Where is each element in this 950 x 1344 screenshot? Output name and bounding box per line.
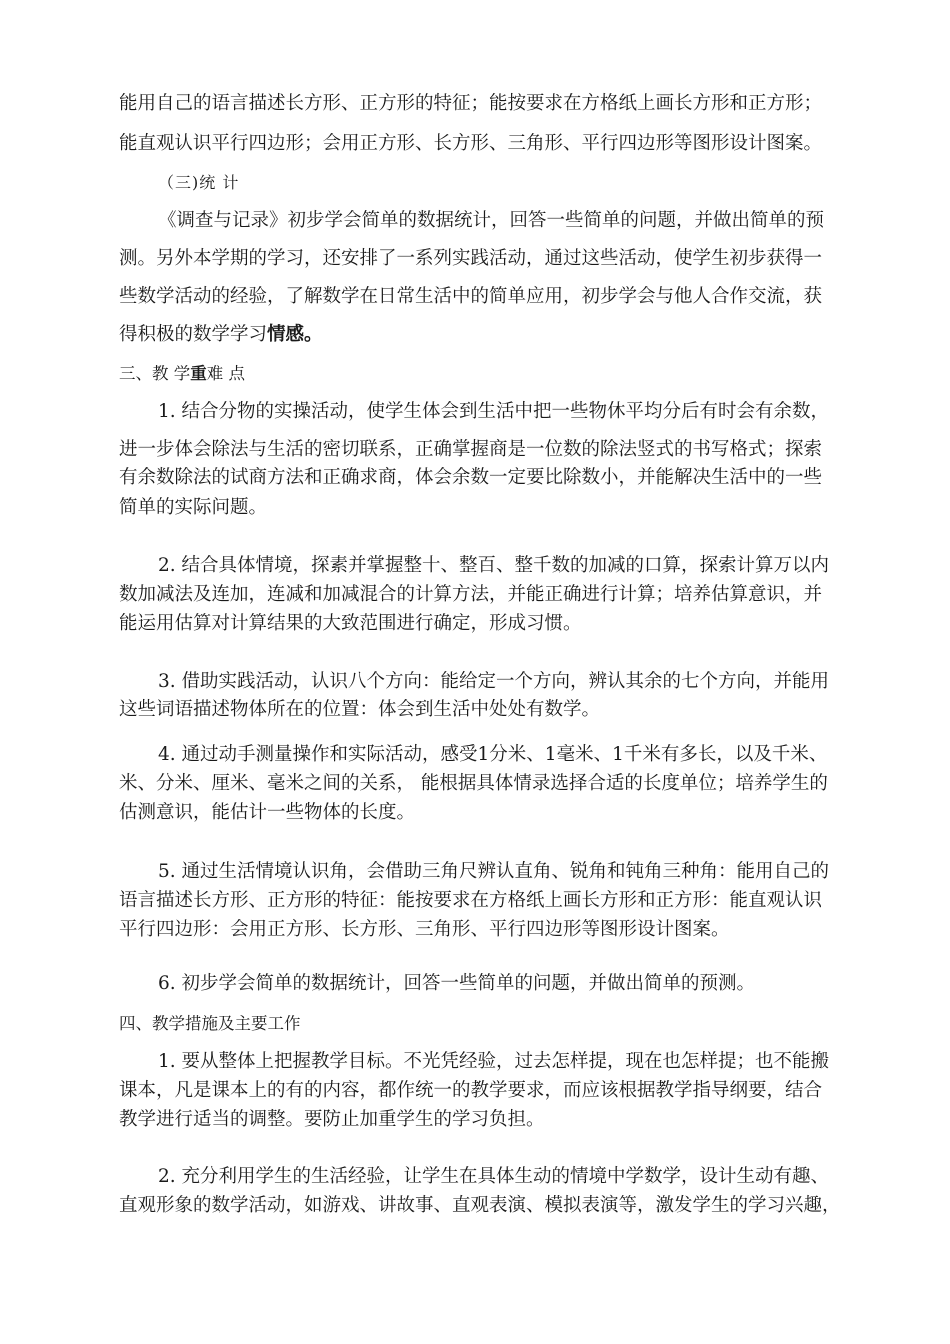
text-line: 能运用估算对计算结果的大致范围进行确定，形成习惯。 xyxy=(119,613,582,634)
text-line: 估测意识，能估计一些物体的长度。 xyxy=(119,802,416,823)
text-line: 4. 通过动手测量操作和实际活动，感受1分米、1毫米、1千米有多长，以及千米、 xyxy=(158,744,828,765)
text-line: 《调查与记录》初步学会简单的数据统计，回答一些简单的问题，并做出简单的预 xyxy=(158,210,825,231)
text-line: 能直观认识平行四边形；会用正方形、长方形、三角形、平行四边形等图形设计图案。 xyxy=(119,133,823,154)
text-line: 教学进行适当的调整。要防止加重学生的学习负担。 xyxy=(119,1109,545,1130)
text-line: 3. 借助实践活动，认识八个方向：能给定一个方向，辨认其余的七个方向，并能用 xyxy=(158,671,830,692)
text-line: 1. 结合分物的实操活动，使学生体会到生活中把一些物休平均分后有时会有余数， xyxy=(158,401,830,422)
text-line: 能用自己的语言描述长方形、正方形的特征；能按要求在方格纸上画长方形和正方形； xyxy=(119,93,823,114)
text-line: 简单的实际问题。 xyxy=(119,497,268,518)
text-line: 数加减法及连加，连减和加减混合的计算方法，并能正确进行计算；培养估算意识，并 xyxy=(119,584,823,605)
heading-bold-part: 重 xyxy=(190,364,207,383)
text-line: 2. 结合具体情境，探素并掌握整十、整百、整千数的加减的口算，探索计算万以内 xyxy=(158,555,830,576)
text-line: 平行四边形：会用正方形、长方形、三角形、平行四边形等图形设计图案。 xyxy=(119,919,730,940)
text-line xyxy=(119,322,323,348)
text-line: 2. 充分利用学生的生活经验，让学生在具体生动的情境中学数学，设计生动有趣、 xyxy=(158,1166,830,1187)
text-line: 语言描述长方形、正方形的特征：能按要求在方格纸上画长方形和正方形：能直观认识 xyxy=(119,890,823,911)
text-line: 直观形象的数学活动，如游戏、讲故事、直观表演、模拟表演等，激发学生的学习兴趣， xyxy=(119,1195,841,1216)
text-line: 进一步体会除法与生活的密切联系，正确掌握商是一位数的除法竖式的书写格式；探索 xyxy=(119,439,823,460)
heading-part: 三、教 学 xyxy=(119,364,191,383)
text-line: 5. 通过生活情境认识角，会借助三角尺辨认直角、锐角和钝角三种角：能用自己的 xyxy=(158,861,830,882)
section-heading-measures: 四、教学措施及主要工作 xyxy=(119,1014,301,1033)
heading-part: 难 点 xyxy=(206,364,245,383)
text-line: 6. 初步学会简单的数据统计，回答一些简单的问题，并做出简单的预测。 xyxy=(158,973,756,994)
text-line: 1. 要从整体上把握教学目标。不光凭经验，过去怎样提，现在也怎样提；也不能搬 xyxy=(158,1051,830,1072)
bold-text: 情感。 xyxy=(267,324,323,345)
text-line: 这些词语描述物体所在的位置：体会到生活中处处有数学。 xyxy=(119,699,601,720)
text-line: 课本，凡是课本上的有的内容，都作统一的教学要求，而应该根据教学指导纲要，结合 xyxy=(119,1080,823,1101)
text-line: 测。另外本学期的学习，还安排了一系列实践活动，通过这些活动，使学生初步获得一 xyxy=(119,248,823,269)
text-span: 得积极的数学学习 xyxy=(119,324,268,345)
text-line: 有余数除法的试商方法和正确求商，体会余数一定要比除数小，并能解决生活中的一些 xyxy=(119,467,823,488)
section-heading-key-points xyxy=(119,361,245,387)
subsection-heading-statistics: （三)统 计 xyxy=(158,173,240,192)
text-line: 些数学活动的经验，了解数学在日常生活中的简单应用，初步学会与他人合作交流，获 xyxy=(119,286,823,307)
text-line: 米、分米、厘米、毫米之间的关系， 能根据具体情录选择合适的长度单位；培养学生的 xyxy=(119,773,828,794)
